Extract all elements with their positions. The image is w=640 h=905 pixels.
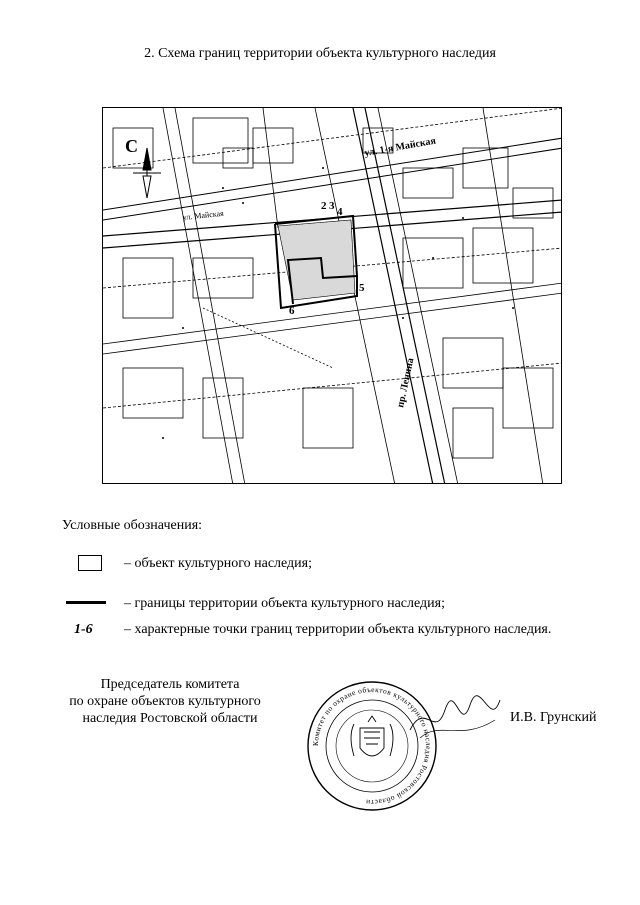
- point-label-6: 6: [289, 305, 295, 317]
- north-label: С: [125, 136, 138, 156]
- point-label-3: 3: [329, 200, 335, 212]
- point-label-5: 5: [359, 282, 365, 294]
- legend-item-points: – характерные точки границ территории объекта культурного наследия.: [124, 622, 552, 637]
- point-label-4: 4: [337, 206, 343, 218]
- legend-item-object: – объект культурного наследия;: [124, 556, 312, 571]
- street-label-2: ул. Майская: [182, 208, 225, 222]
- signer-position-line3: наследия Ростовской области: [82, 711, 258, 726]
- legend-symbol-line: [66, 601, 106, 604]
- page-title: 2. Схема границ территории объекта культурного наследия: [144, 46, 496, 61]
- legend-title: Условные обозначения:: [62, 518, 203, 533]
- legend-symbol-points: 1-6: [74, 622, 93, 637]
- street-label-1: ул. 1-я Майская: [363, 135, 437, 159]
- legend-item-boundary: – границы территории объекта культурного наследия;: [124, 596, 445, 611]
- point-label-2: 2: [321, 200, 327, 212]
- signer-name: И.В. Грунский: [510, 710, 597, 725]
- legend-symbol-box: [78, 555, 102, 571]
- site-plan-map: [102, 107, 562, 484]
- street-label-3: пр. Ленина: [395, 357, 417, 409]
- svg-text:Комитет по охране объектов кул: Комитет по охране объектов культурного наследия Ростовской области: [310, 684, 434, 808]
- signer-position-line2: по охране объектов культурного: [69, 694, 261, 709]
- map-drawing: [103, 108, 562, 484]
- handwritten-signature: [400, 690, 510, 750]
- signer-position-line1: Председатель комитета: [100, 677, 240, 692]
